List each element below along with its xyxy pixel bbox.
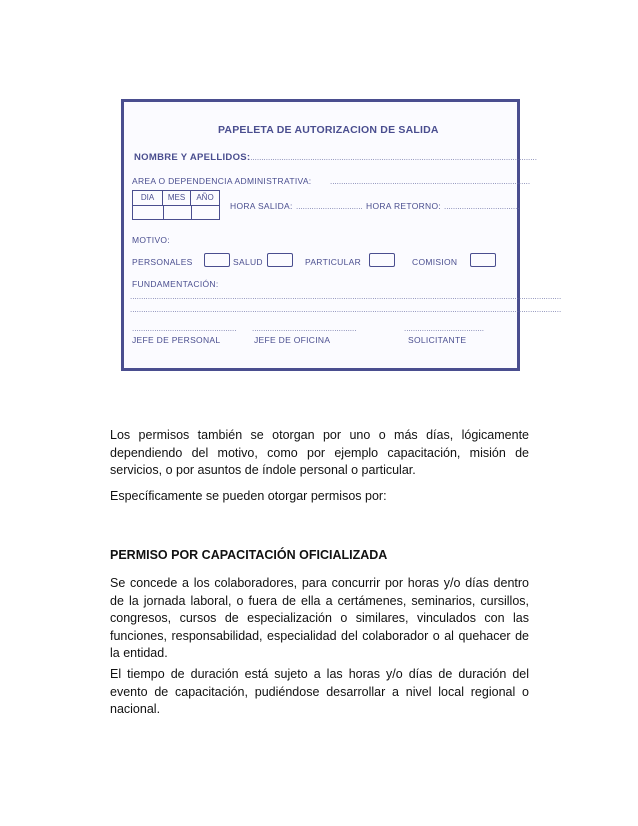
section-heading: PERMISO POR CAPACITACIÓN OFICIALIZADA xyxy=(110,548,388,562)
signature-jefe-personal: JEFE DE PERSONAL xyxy=(132,335,221,345)
fundamentacion-line: .................................................................................................................................................................................................. xyxy=(130,292,562,301)
form-title: PAPELETA DE AUTORIZACION DE SALIDA xyxy=(218,124,439,136)
signature-line: ............................................... xyxy=(252,324,357,333)
fundamentacion-label: FUNDAMENTACIÓN: xyxy=(132,279,219,289)
name-label: NOMBRE Y APELLIDOS: xyxy=(134,152,251,163)
authorization-form-image xyxy=(121,99,562,371)
date-col-divider xyxy=(163,205,164,219)
option-particular-label: PARTICULAR xyxy=(305,257,362,267)
paragraph-especificamente: Específicamente se pueden otorgar permisos por: xyxy=(110,489,387,503)
date-day-header: DIA xyxy=(133,191,163,205)
signature-line: .................................... xyxy=(404,324,485,333)
option-personales-label: PERSONALES xyxy=(132,257,193,267)
area-line: .......................................................................................... xyxy=(330,177,531,186)
paragraph-capacitacion: Se concede a los colaboradores, para concurrir por horas y/o días dentro de la jornada laboral, o fuera de ella a certámenes, seminarios, cursillos, congresos, cursos de especialización o similares, vinculados con las funciones, responsabilidad, especialidad del colaborador o al quehacer de la entidad. xyxy=(110,576,529,660)
date-col-divider xyxy=(191,205,192,219)
hora-salida-line: .............................. xyxy=(296,202,363,211)
fundamentacion-line: .................................................................................................................................................................................................. xyxy=(130,305,562,314)
checkbox-personales xyxy=(204,253,230,267)
date-year-header: AÑO xyxy=(196,193,214,202)
area-label: AREA O DEPENDENCIA ADMINISTRATIVA: xyxy=(132,176,312,186)
hora-retorno-line: .................................. xyxy=(444,202,520,211)
date-box xyxy=(132,190,220,220)
date-month-header: MES xyxy=(163,191,191,205)
option-comision-label: COMISION xyxy=(412,257,458,267)
hora-salida-label: HORA SALIDA: xyxy=(230,201,293,211)
signature-solicitante: SOLICITANTE xyxy=(408,335,467,345)
hora-retorno-label: HORA RETORNO: xyxy=(366,201,442,211)
paragraph-permisos: Los permisos también se otorgan por uno o más días, lógicamente dependiendo del motivo, como por ejemplo capacitación, misión de servicios, o por asuntos de índole personal o particular. xyxy=(110,428,529,477)
option-salud-label: SALUD xyxy=(233,257,263,267)
motivo-label: MOTIVO: xyxy=(132,235,170,245)
signature-jefe-oficina: JEFE DE OFICINA xyxy=(254,335,331,345)
date-divider xyxy=(133,205,219,206)
checkbox-particular xyxy=(369,253,395,267)
checkbox-comision xyxy=(470,253,496,267)
paragraph-duracion: El tiempo de duración está sujeto a las horas y/o días de duración del evento de capacitación, pudiéndose desarrollar a nivel local regional o nacional. xyxy=(110,667,529,716)
checkbox-salud xyxy=(267,253,293,267)
name-line: .................................................................................................................................. xyxy=(248,153,537,162)
signature-line: ............................................... xyxy=(132,324,237,333)
